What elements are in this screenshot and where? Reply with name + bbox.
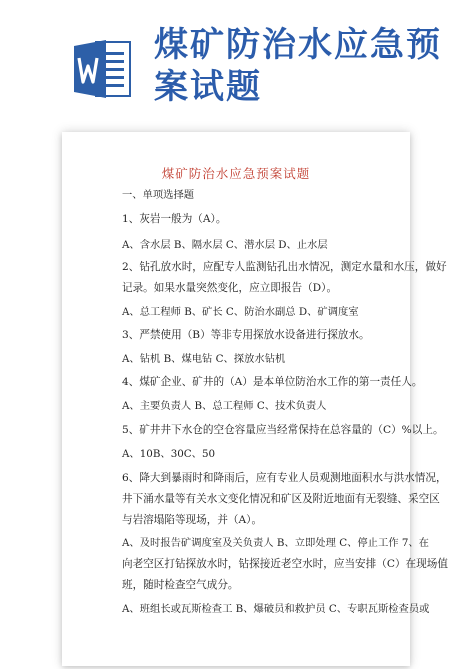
document-title: 煤矿防治水应急预案试题 <box>161 166 311 181</box>
options-line: A、及时报告矿调度室及关负责人 B、立即处理 C、停止工作 7、在 <box>122 537 429 549</box>
page-header <box>0 0 474 118</box>
question-line: 1、灰岩一般为（A）。 <box>122 213 227 225</box>
question-line: 5、矿井井下水仓的空仓容量应当经常保持在总容量的（C）%以上。 <box>122 424 444 436</box>
document-preview <box>62 132 448 666</box>
options-line: A、总工程师 B、矿长 C、防治水副总 D、矿调度室 <box>122 306 359 318</box>
question-line: 2、钻孔放水时，应配专人监测钻孔出水情况，测定水量和水压，做好 <box>122 261 447 273</box>
section-heading: 一、单项选择题 <box>122 189 195 201</box>
question-line: 4、煤矿企业、矿井的（A）是本单位防治水工作的第一责任人。 <box>122 376 423 388</box>
options-line: A、10B、30C、50 <box>122 448 216 460</box>
page-title-line-2: 案试题 <box>154 67 262 107</box>
options-line: A、班组长或瓦斯检查工 B、爆破员和救护员 C、专职瓦斯检查员或 <box>122 603 430 615</box>
question-line: 记录。如果水量突然变化，应立即报告（D）。 <box>122 282 338 294</box>
question-line: 向老空区打钻探放水时，钻探接近老空水时，应当安排（C）在现场值 <box>122 558 448 570</box>
question-line: 6、降大到暴雨时和降雨后，应有专业人员观测地面积水与洪水情况， <box>122 472 447 484</box>
page-title-line-1: 煤矿防治水应急预 <box>154 25 442 65</box>
word-document-icon <box>74 38 132 100</box>
options-line: A、主要负责人 B、总工程师 C、技术负责人 <box>122 400 327 412</box>
options-line: A、钻机 B、煤电钻 C、探放水钻机 <box>122 353 286 365</box>
options-line: A、含水层 B、隔水层 C、潜水层 D、止水层 <box>122 239 328 251</box>
question-line: 井下涌水量等有关水文变化情况和矿区及附近地面有无裂缝、采空区 <box>122 493 440 505</box>
question-line: 与岩溶塌陷等现场，并（A）。 <box>122 514 263 526</box>
question-line: 班，随时检查空气成分。 <box>122 579 239 591</box>
page-title <box>154 24 464 108</box>
question-line: 3、严禁使用（B）等非专用探放水设备进行探放水。 <box>122 329 370 341</box>
